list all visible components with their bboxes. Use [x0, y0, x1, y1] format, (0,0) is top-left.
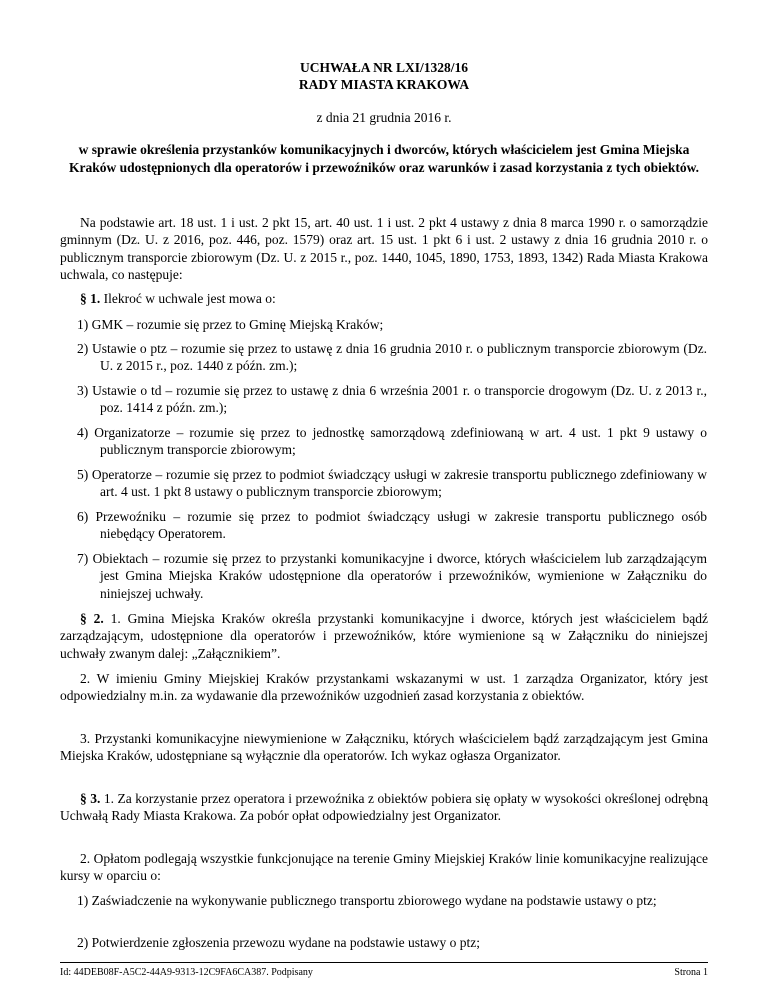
list-item: 1) GMK – rozumie się przez to Gminę Miejską Kraków; — [77, 317, 384, 332]
section-1-intro — [60, 290, 708, 307]
section-2-para-2: 2. W imieniu Gminy Miejskiej Kraków przystankami wskazanymi w ust. 1 zarządza Organizator, który jest odpowiedzialny m.in. za wydawanie dla przewoźników uzgodnień zasad korzystania z obiektów. — [60, 671, 708, 704]
list-item: 2) Ustawie o ptz – rozumie się przez to ustawę z dnia 16 grudnia 2010 r. o publicznym transporcie zbiorowym (Dz. U. z 2015 r., poz. 1440 z późn. zm.); — [77, 341, 707, 374]
resolution-subject: w sprawie określenia przystanków komunikacyjnych i dworców, których właścicielem jest Gmina Miejska Kraków udostępnionych dla operatorów i przewoźników oraz warunków i zasad korzystania z tych obiektów. — [68, 142, 699, 175]
section-2-para-3: 3. Przystanki komunikacyjne niewymienione w Załączniku, których właścicielem bądź zarządzającym jest Gmina Miejska Kraków, udostępniane są wyłącznie dla operatorów. Ich wykaz ogłasza Organizator. — [60, 731, 708, 764]
section-2-para-1: § 2. 1. Gmina Miejska Kraków określa przystanki komunikacyjne i dworce, których jest właścicielem bądź zarządzającym, udostępnione dla operatorów i przewoźników, które wymienione są w Załączniku do niniejszej uchwały zwanym dalej: „Załącznikiem”. — [60, 611, 708, 661]
resolution-number: UCHWAŁA NR LXI/1328/16 — [299, 60, 469, 75]
resolution-date: z dnia 21 grudnia 2016 r. — [316, 110, 452, 125]
section-2-mark: § 2. — [80, 611, 104, 626]
document-id: Id: 44DEB08F-A5C2-44A9-9313-12C9FA6CA387. Podpisany — [60, 967, 313, 978]
section-3-para-1: § 3. 1. Za korzystanie przez operatora i przewoźnika z obiektów pobiera się opłaty w wysokości określonej odrębną Uchwałą Rady Miasta Krakowa. Za pobór opłat odpowiedzialny jest Organizator. — [60, 791, 708, 824]
section-1-mark: § 1. — [80, 291, 101, 306]
list-item: 7) Obiektach – rozumie się przez to przystanki komunikacyjne i dworce, których właścicielem lub zarządzającym jest Gmina Miejska Kraków udostępnione dla operatorów i przewoźników, wymienione w Załączniku do niniejszej uchwały. — [77, 551, 707, 601]
section-3-para-2: 2. Opłatom podlegają wszystkie funkcjonujące na terenie Gminy Miejskiej Kraków linie komunikacyjne realizujące kursy w oparciu o: — [60, 851, 708, 884]
list-item: 3) Ustawie o td – rozumie się przez to ustawę z dnia 6 września 2001 r. o transporcie drogowym (Dz. U. z 2013 r., poz. 1414 z późn. zm.); — [77, 383, 707, 416]
list-item: 2) Potwierdzenie zgłoszenia przewozu wydane na podstawie ustawy o ptz; — [77, 935, 480, 950]
section-1-intro-text: Ilekroć w uchwale jest mowa o: — [100, 291, 276, 306]
footer-divider — [60, 962, 708, 963]
list-item: 5) Operatorze – rozumie się przez to podmiot świadczący usługi w zakresie transportu publicznego zdefiniowany w art. 4 ust. 1 pkt 8 ustawy o publicznym transporcie zbiorowym; — [77, 467, 707, 500]
preamble: Na podstawie art. 18 ust. 1 i ust. 2 pkt 15, art. 40 ust. 1 i ust. 2 pkt 4 ustawy z dnia 8 marca 1990 r. o samorządzie gminnym (Dz. U. z 2016, poz. 446, poz. 1579) oraz art. 15 ust. 1 pkt 6 i ust. 2 ustawy z dnia 16 grudnia 2010 r. o publicznym transporcie zbiorowym (Dz. U. z 2015 r., poz. 1440, 1045, 1890, 1753, 1893, 1342) Rada Miasta Krakowa uchwala, co następuje: — [60, 215, 708, 283]
section-3-mark: § 3. — [80, 791, 101, 806]
list-item: 4) Organizatorze – rozumie się przez to jednostkę samorządową zdefiniowaną w art. 4 ust. 1 pkt 9 ustawy o publicznym transporcie zbiorowym; — [77, 425, 707, 458]
page-number: Strona 1 — [674, 967, 708, 978]
list-item: 1) Zaświadczenie na wykonywanie publicznego transportu zbiorowego wydane na podstawie ustawy o ptz; — [77, 893, 657, 908]
council-name: RADY MIASTA KRAKOWA — [298, 77, 470, 92]
list-item: 6) Przewoźniku – rozumie się przez to podmiot świadczący usługi w zakresie transportu publicznego osób niebędący Operatorem. — [77, 509, 707, 542]
